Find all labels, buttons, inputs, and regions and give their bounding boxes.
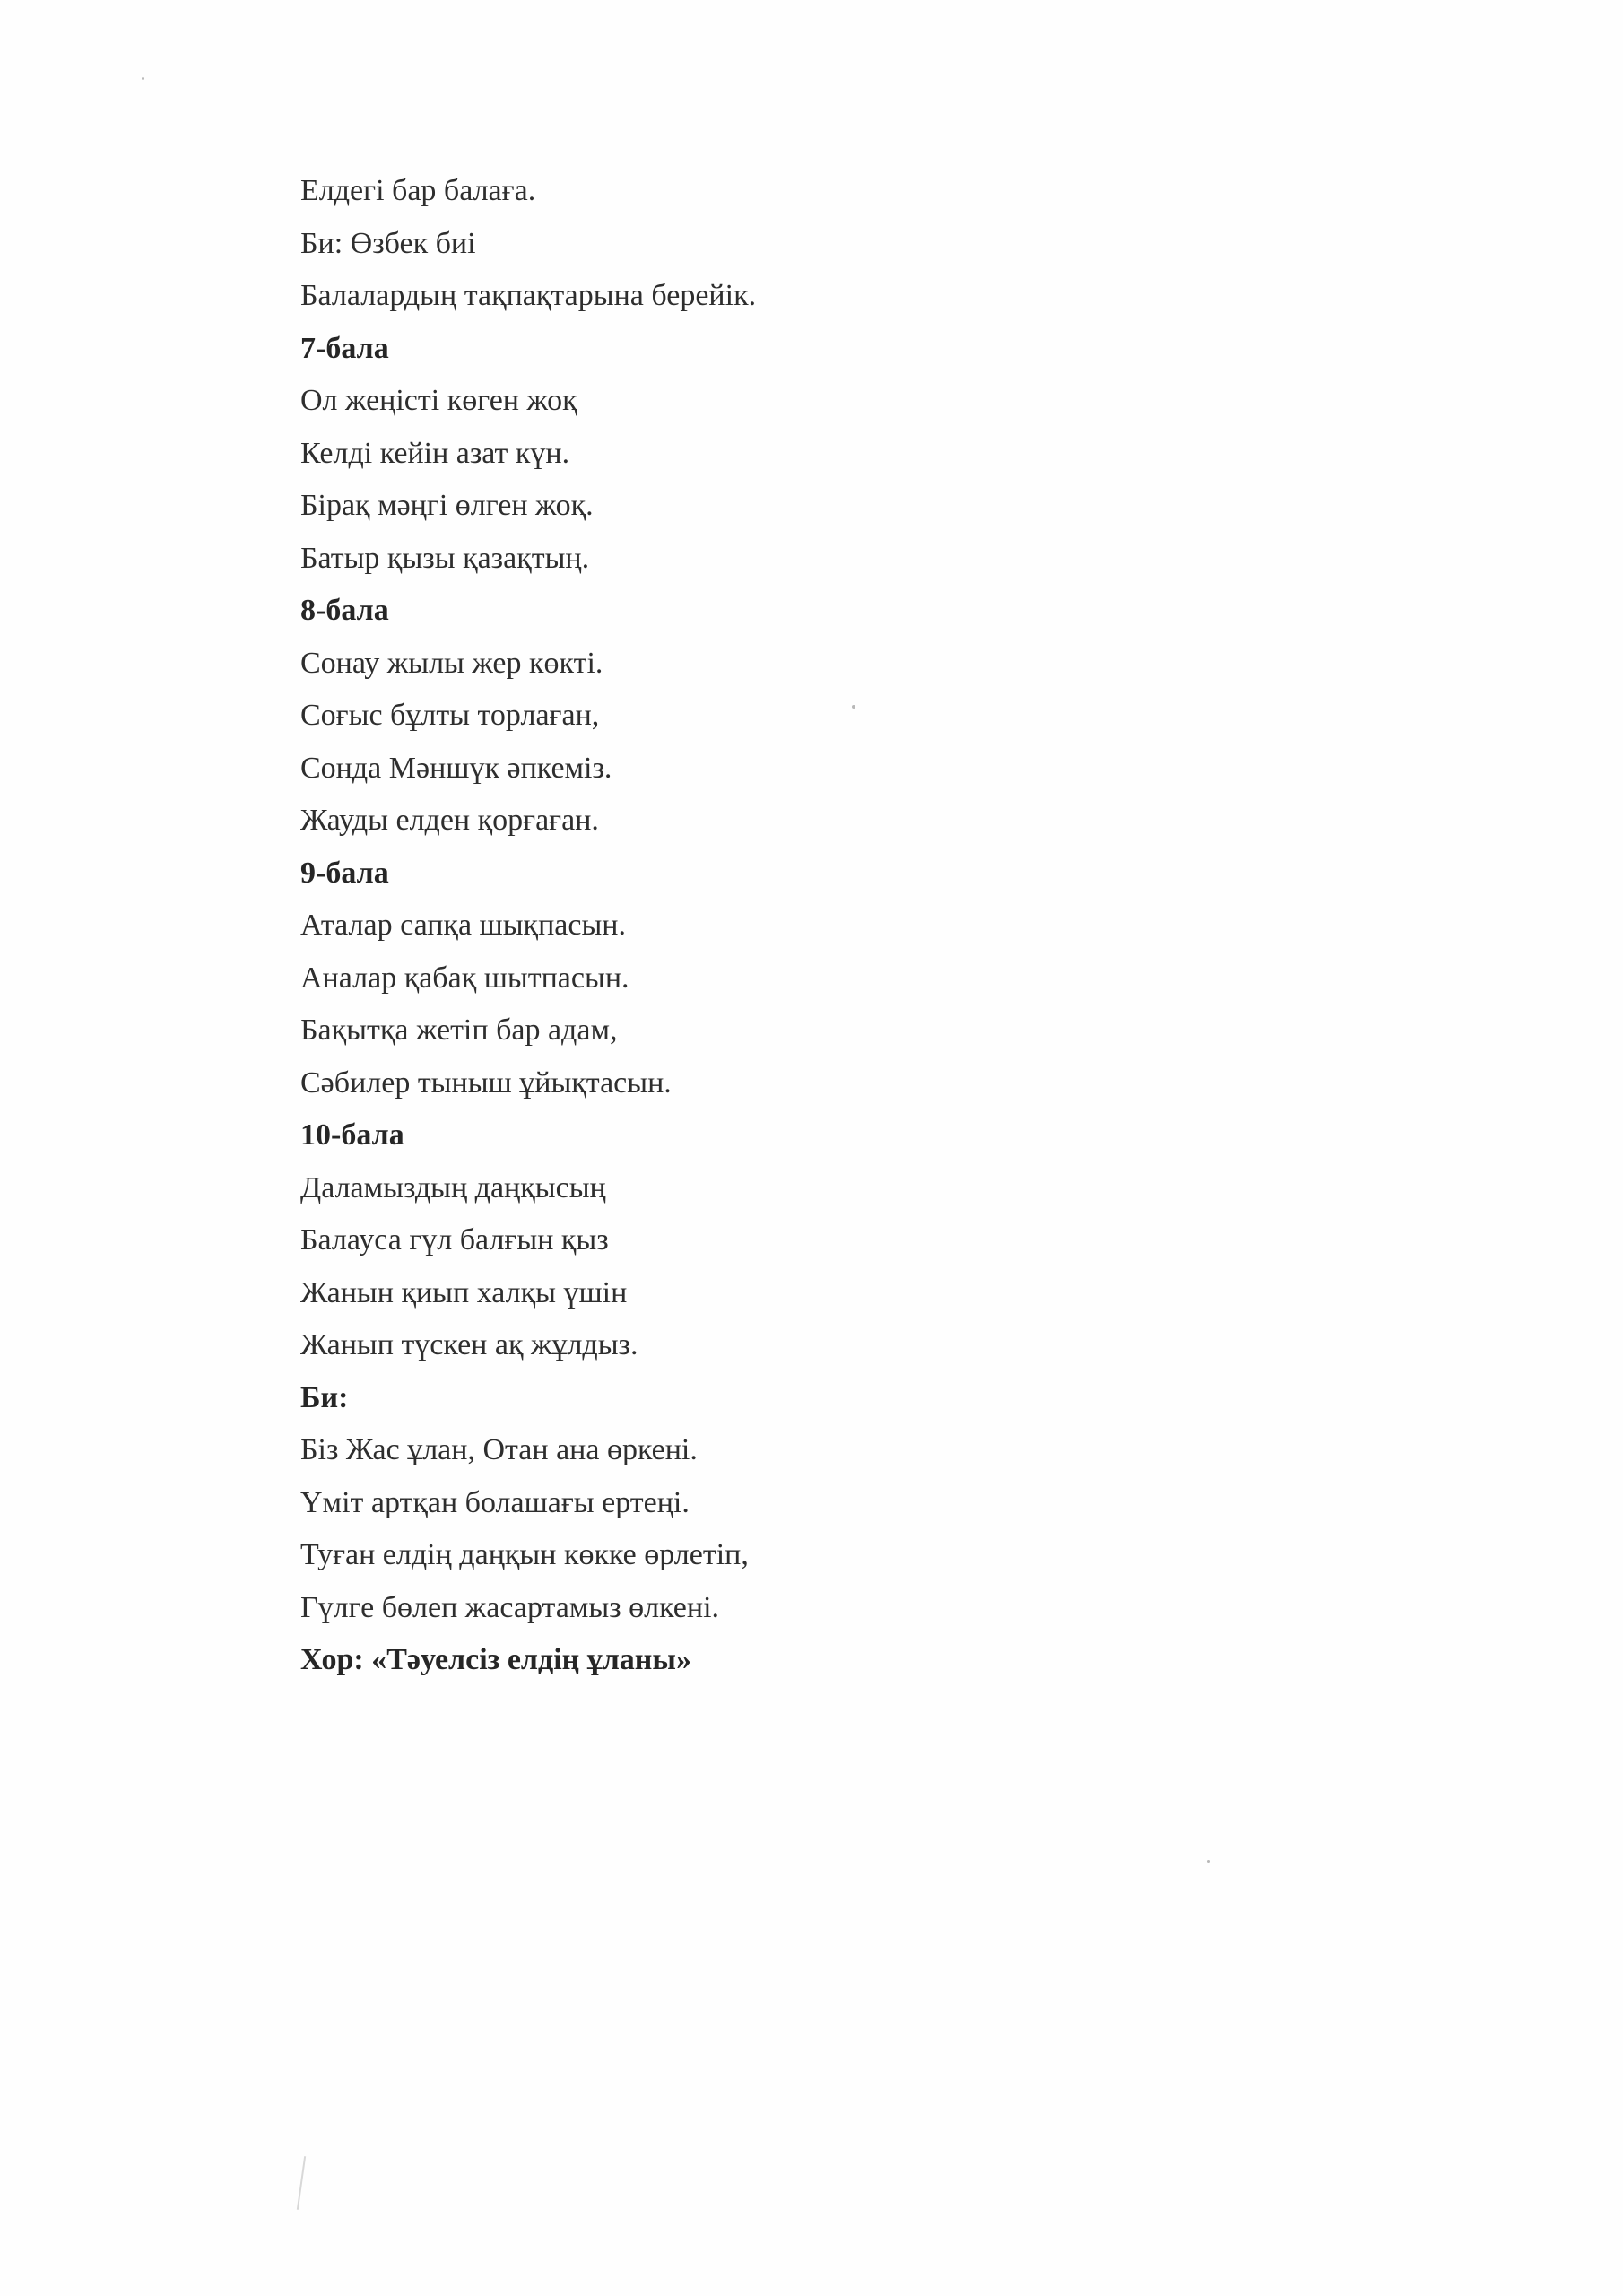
section-heading: Би: [300, 1380, 349, 1414]
scan-mark [297, 2156, 306, 2210]
text-line: Жанып түскен ақ жұлдыз. [300, 1328, 638, 1361]
text-line: Бақытқа жетіп бар адам, [300, 1013, 618, 1047]
text-line: Соғыс бұлты торлаған, [300, 699, 600, 732]
text-line: Туған елдің даңқын көкке өрлетіп, [300, 1538, 749, 1571]
section-heading: 8-бала [300, 594, 389, 627]
text-line: Ол жеңісті көген жоқ [300, 384, 577, 417]
document-body [300, 165, 1466, 1687]
text-line: Елдегі бар балаға. [300, 174, 536, 207]
text-line: Би: Өзбек биі [300, 226, 476, 260]
section-heading: Хор: «Тәуелсіз елдің ұланы» [300, 1643, 691, 1676]
text-line: Аталар сапқа шықпасын. [300, 909, 626, 942]
text-line: Бірақ мәңгі өлген жоқ. [300, 489, 594, 522]
scan-speck [142, 77, 144, 80]
text-line: Балауса гүл балғын қыз [300, 1223, 609, 1257]
text-line: Даламыздың даңқысың [300, 1170, 606, 1205]
text-line: Жауды елден қорғаған. [300, 804, 599, 837]
text-line: Гүлге бөлеп жасартамыз өлкені. [300, 1590, 720, 1624]
text-line: Сонау жылы жер көкті. [300, 646, 603, 680]
section-heading: 10-бала [300, 1118, 404, 1152]
text-line: Аналар қабақ шытпасын. [300, 961, 629, 995]
section-heading: 7-бала [300, 331, 389, 365]
text-line: Біз Жас ұлан, Отан ана өркені. [300, 1433, 698, 1466]
scan-speck [852, 705, 855, 709]
text-line: Үміт артқан болашағы ертеңі. [300, 1485, 690, 1519]
text-line: Жанын қиып халқы үшін [300, 1275, 628, 1309]
text-line: Батыр қызы қазақтың. [300, 541, 590, 575]
text-line: Сонда Мәншүк әпкеміз. [300, 751, 612, 785]
text-line: Сәбилер тыныш ұйықтасын. [300, 1065, 672, 1100]
scan-speck [1207, 1860, 1210, 1863]
section-heading: 9-бала [300, 856, 389, 890]
text-line: Балалардың тақпақтарына берейік. [300, 279, 757, 312]
text-line: Келді кейін азат күн. [300, 436, 570, 470]
